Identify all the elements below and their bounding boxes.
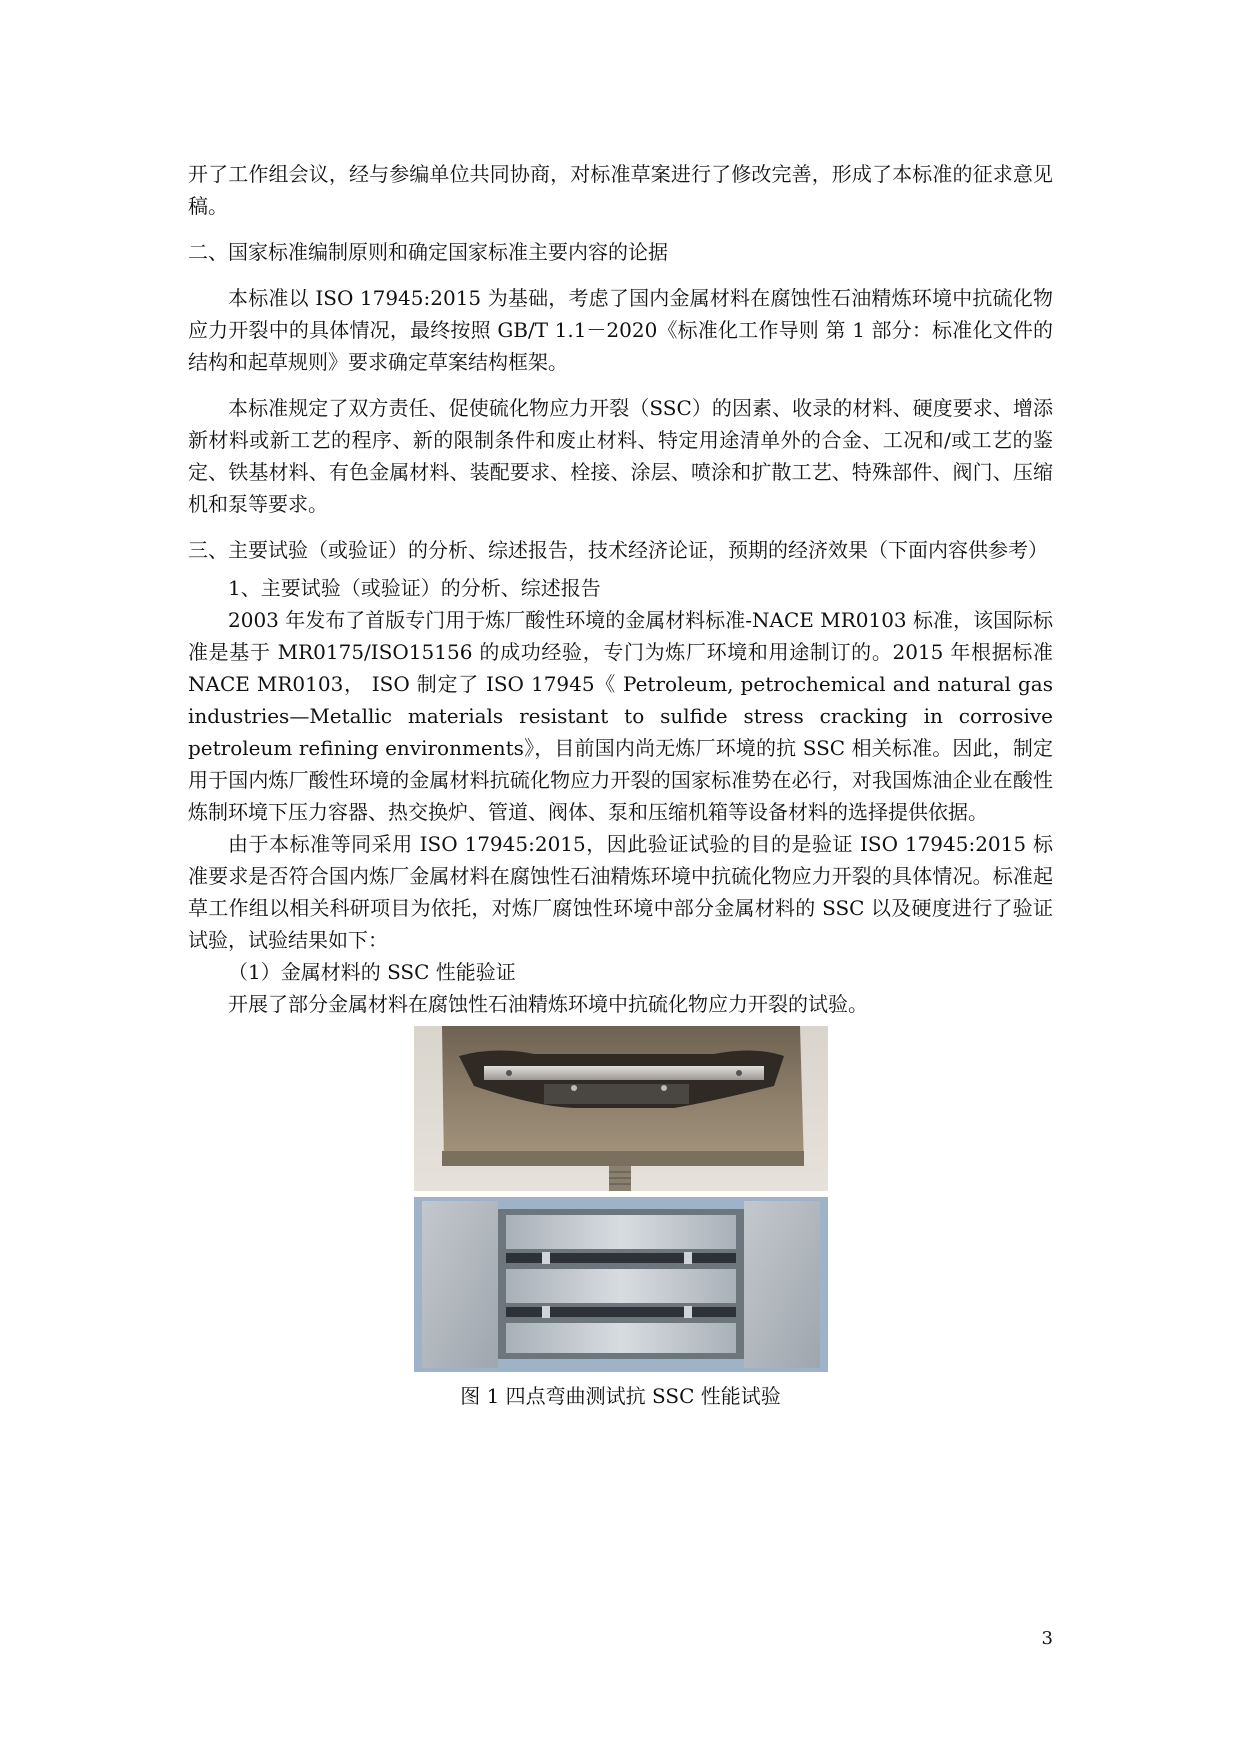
paragraph: 本标准以 ISO 17945:2015 为基础，考虑了国内金属材料在腐蚀性石油精炼环境中抗硫化物应力开裂中的具体情况，最终按照 GB/T 1.1－2020《标准化工作导则 第 1 部分：标准化文件的结构和起草规则》要求确定草案结构框架。 bbox=[188, 286, 1053, 374]
paragraph: 开展了部分金属材料在腐蚀性石油精炼环境中抗硫化物应力开裂的试验。 bbox=[228, 992, 868, 1016]
page-number: 3 bbox=[1041, 1628, 1053, 1649]
photo-fixture-top bbox=[414, 1197, 828, 1372]
paragraph: 开了工作组会议，经与参编单位共同协商，对标准草案进行了修改完善，形成了本标准的征求意见稿。 bbox=[188, 162, 1053, 218]
figure bbox=[188, 1026, 1053, 1412]
paragraph: 由于本标准等同采用 ISO 17945:2015，因此验证试验的目的是验证 ISO 17945:2015 标准要求是否符合国内炼厂金属材料在腐蚀性石油精炼环境中抗硫化物应力开裂的具体情况。标准起草工作组以相关科研项目为依托，对炼厂腐蚀性环境中部分金属材料的 SSC 以及硬度进行了验证试验，试验结果如下： bbox=[188, 832, 1053, 952]
section-heading-2: 二、国家标准编制原则和确定国家标准主要内容的论据 bbox=[188, 240, 668, 264]
subsection-heading: 1、主要试验（或验证）的分析、综述报告 bbox=[228, 576, 601, 600]
document-body bbox=[188, 158, 1053, 1412]
subsection-heading: （1）金属材料的 SSC 性能验证 bbox=[228, 960, 516, 984]
paragraph: 2003 年发布了首版专门用于炼厂酸性环境的金属材料标准-NACE MR0103 标准，该国际标准是基于 MR0175/ISO15156 的成功经验，专门为炼厂环境和用途制订的。2015 年根据标准 NACE MR0103， ISO 制定了 ISO 17945《 Petroleum, petrochemical and natural gas industries—Metallic materials resistant to sulfide stress cracking in corrosive petroleum refining environments》，目前国内尚无炼厂环境的抗 SSC 相关标准。因此，制定用于国内炼厂酸性环境的金属材料抗硫化物应力开裂的国家标准势在必行，对我国炼油企业在酸性炼制环境下压力容器、热交换炉、管道、阀体、泵和压缩机箱等设备材料的选择提供依据。 bbox=[188, 608, 1054, 824]
paragraph: 本标准规定了双方责任、促使硫化物应力开裂（SSC）的因素、收录的材料、硬度要求、增添新材料或新工艺的程序、新的限制条件和废止材料、特定用途清单外的合金、工况和/或工艺的鉴定、铁基材料、有色金属材料、装配要求、栓接、涂层、喷涂和扩散工艺、特殊部件、阀门、压缩机和泵等要求。 bbox=[188, 396, 1053, 516]
figure-caption: 图 1 四点弯曲测试抗 SSC 性能试验 bbox=[460, 1384, 781, 1408]
section-heading-3: 三、主要试验（或验证）的分析、综述报告，技术经济论证，预期的经济效果（下面内容供参考） bbox=[188, 538, 1048, 562]
photo-fixture-side bbox=[414, 1026, 828, 1191]
